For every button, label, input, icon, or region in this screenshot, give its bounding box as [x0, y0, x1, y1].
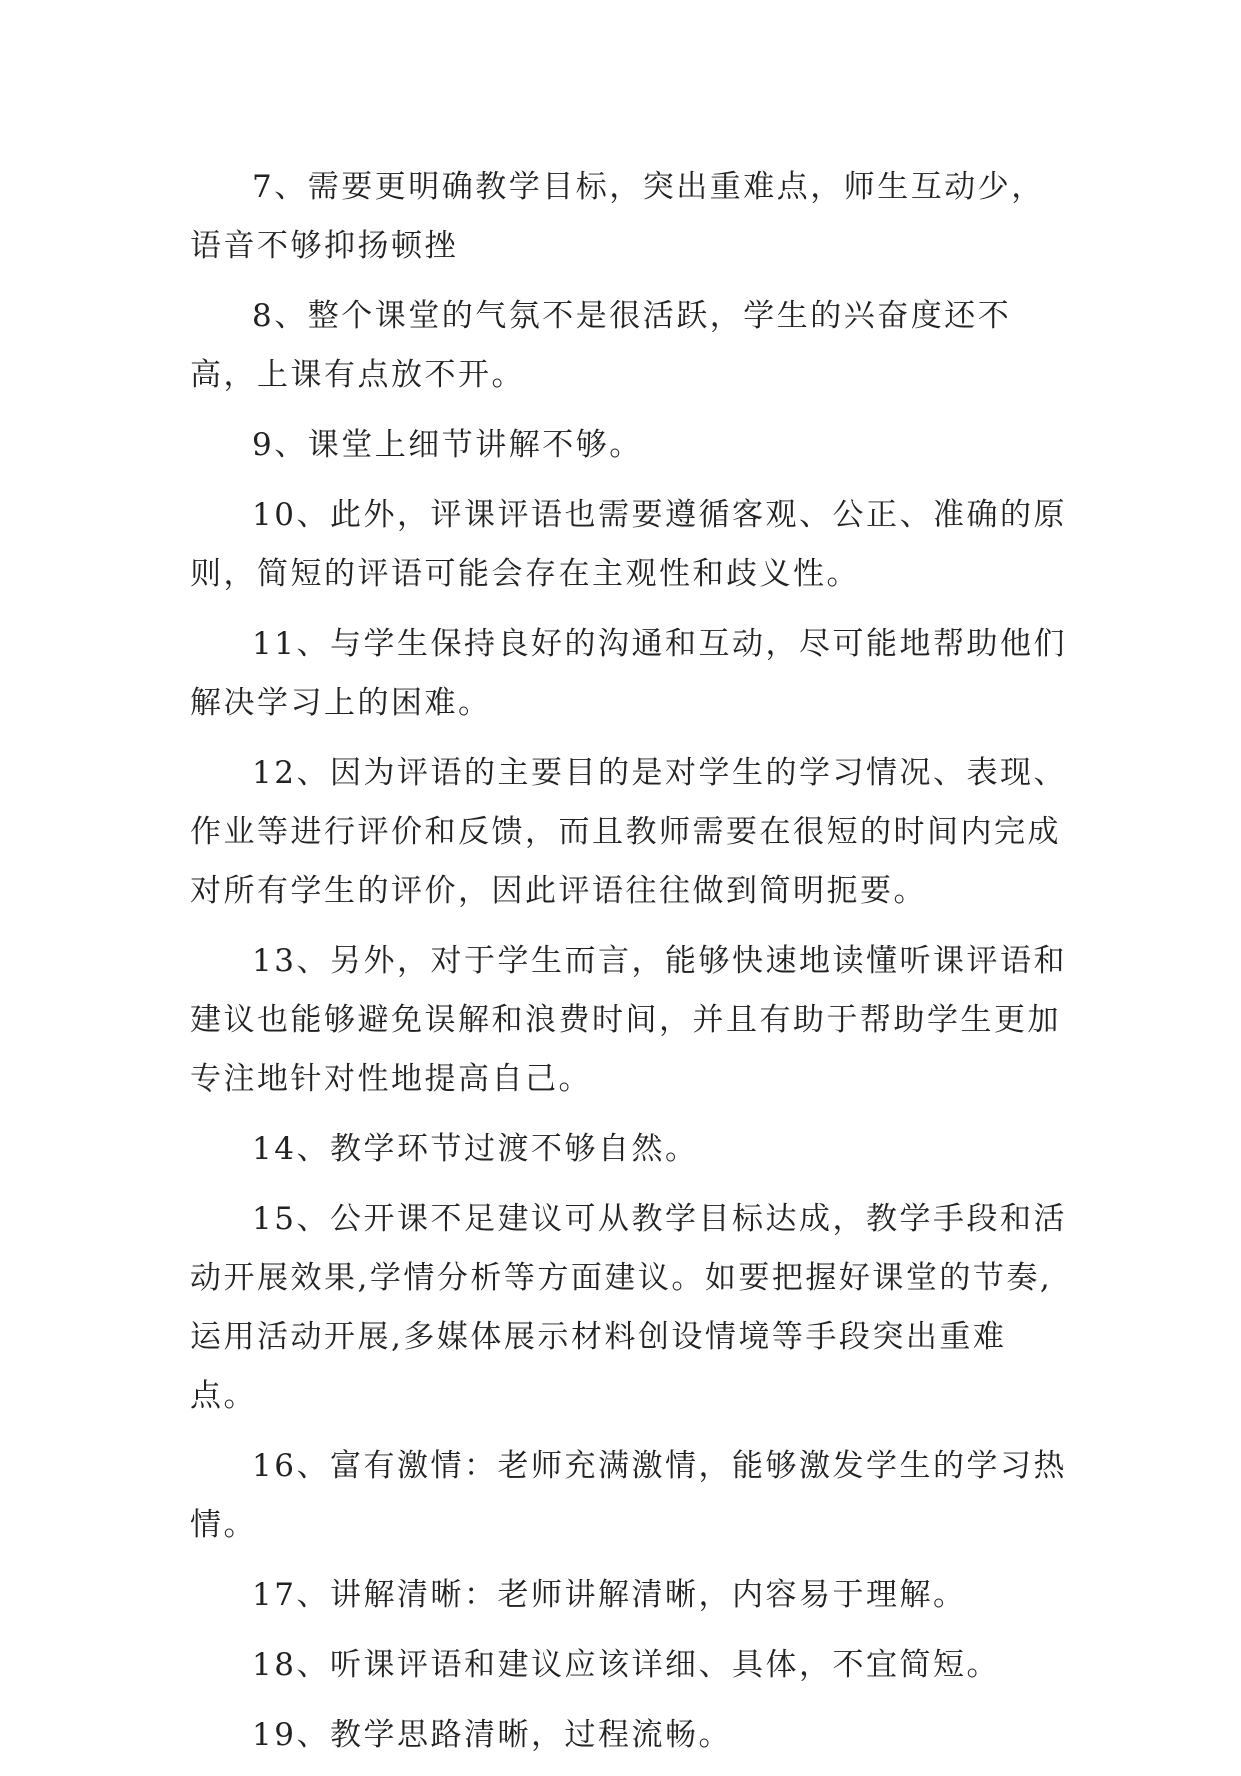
paragraph-17: 17、讲解清晰：老师讲解清晰，内容易于理解。 — [252, 1577, 967, 1613]
paragraph-11: 11、与学生保持良好的沟通和互动，尽可能地帮助他们解决学习上的困难。 — [190, 626, 1067, 721]
paragraph-18: 18、听课评语和建议应该详细、具体，不宜简短。 — [252, 1647, 1000, 1683]
paragraph-16: 16、富有激情：老师充满激情，能够激发学生的学习热情。 — [190, 1448, 1067, 1543]
paragraph-8: 8、整个课堂的气氛不是很活跃，学生的兴奋度还不高，上课有点放不开。 — [190, 298, 1012, 393]
paragraph-15: 15、公开课不足建议可从教学目标达成，教学手段和活动开展效果,学情分析等方面建议。如要把握好课堂的节奏,运用活动开展,多媒体展示材料创设情境等手段突出重难点。 — [190, 1201, 1067, 1414]
document-body — [190, 158, 1070, 1776]
paragraph-14: 14、教学环节过渡不够自然。 — [252, 1131, 699, 1167]
paragraph-10: 10、此外，评课评语也需要遵循客观、公正、准确的原则，简短的评语可能会存在主观性和歧义性。 — [190, 497, 1067, 592]
paragraph-12: 12、因为评语的主要目的是对学生的学习情况、表现、作业等进行评价和反馈，而且教师需要在很短的时间内完成对所有学生的评价，因此评语往往做到简明扼要。 — [190, 755, 1067, 909]
paragraph-7: 7、需要更明确教学目标，突出重难点，师生互动少，语音不够抑扬顿挫 — [190, 169, 1045, 264]
paragraph-19: 19、教学思路清晰，过程流畅。 — [252, 1717, 732, 1753]
paragraph-13: 13、另外，对于学生而言，能够快速地读懂听课评语和建议也能够避免误解和浪费时间，并且有助于帮助学生更加专注地针对性地提高自己。 — [190, 943, 1067, 1097]
paragraph-9: 9、课堂上细节讲解不够。 — [252, 427, 643, 463]
